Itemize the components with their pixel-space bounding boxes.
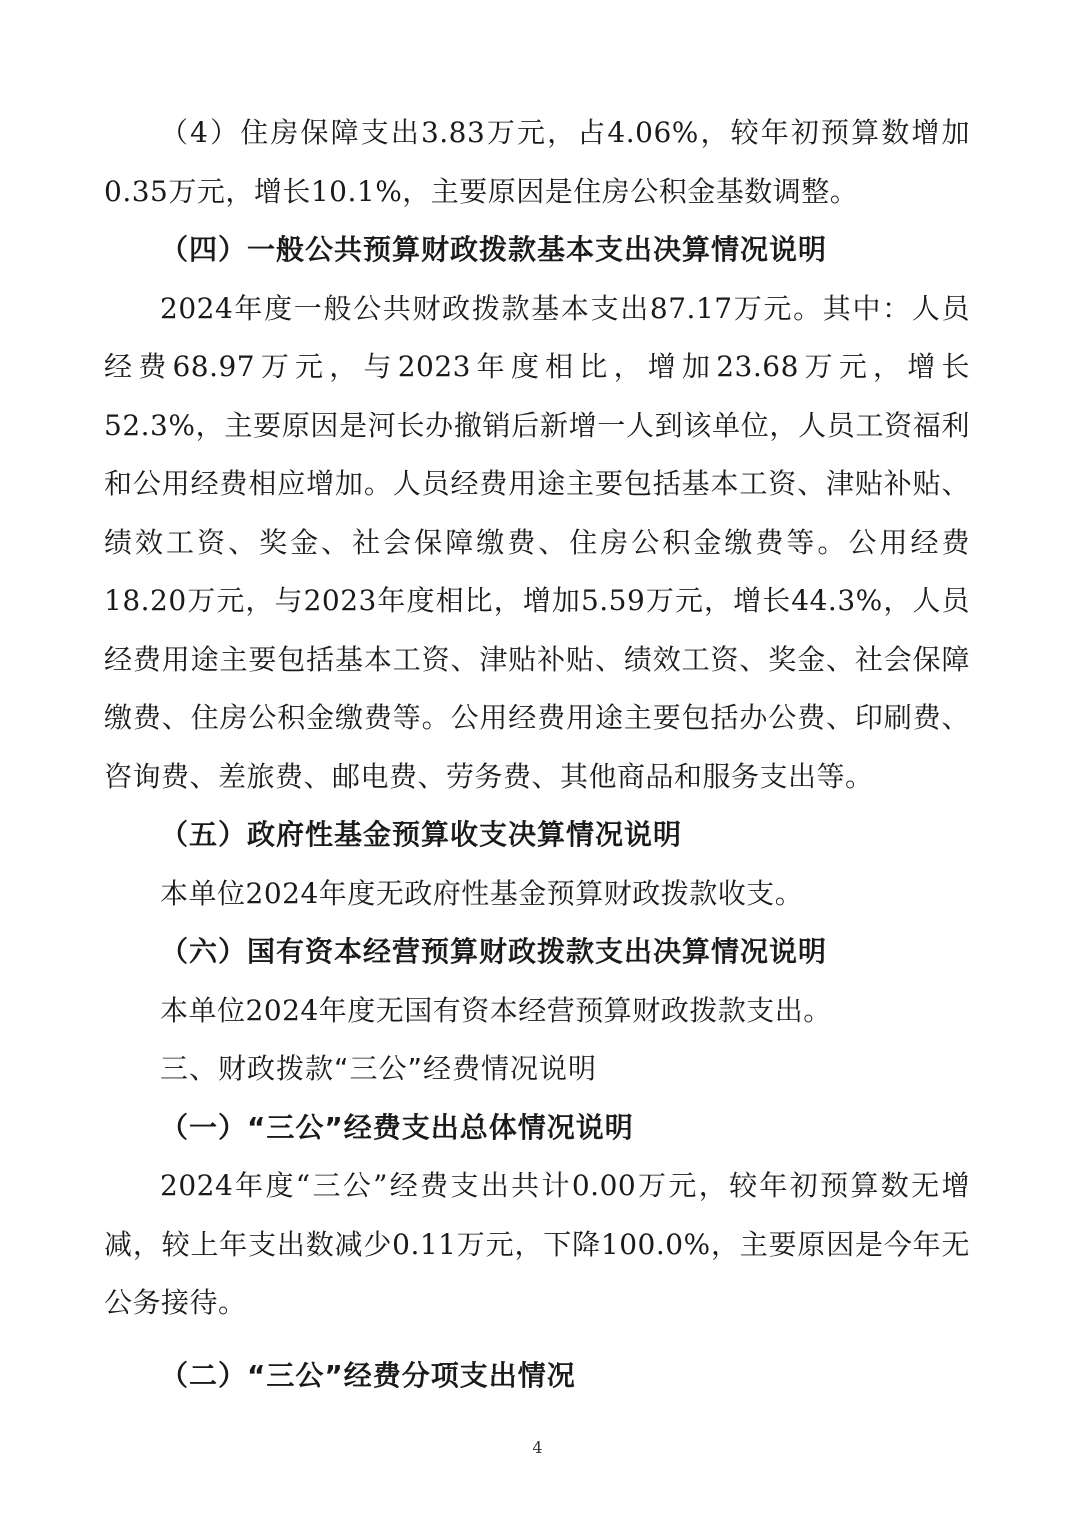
page-number: 4 <box>532 1438 543 1457</box>
heading-basic-expenditure: （四）一般公共预算财政拨款基本支出决算情况说明 <box>160 233 828 266</box>
paragraph-three-public-overall: 2024年度“三公”经费支出共计0.00万元，较年初预算数无增减，较上年支出数减少0.11万元，下降100.0%，主要原因是今年无公务接待。 <box>104 1169 970 1319</box>
paragraph-government-fund: 本单位2024年度无政府性基金预算财政拨款收支。 <box>160 876 804 910</box>
paragraph-state-capital: 本单位2024年度无国有资本经营预算财政拨款支出。 <box>160 993 832 1027</box>
section-three-public-expenses: 三、财政拨款“三公”经费情况说明 <box>160 1052 598 1085</box>
heading-state-capital: （六）国有资本经营预算财政拨款支出决算情况说明 <box>160 935 828 968</box>
paragraph-basic-expenditure: 2024年度一般公共财政拨款基本支出87.17万元。其中：人员经费68.97万元，与2023年度相比，增加23.68万元，增长52.3%，主要原因是河长办撤销后新增一人到该单位，人员工资福利和公用经费相应增加。人员经费用途主要包括基本工资、津贴补贴、绩效工资、奖金、社会保障缴费、住房公积金缴费等。公用经费18.20万元，与2023年度相比，增加5.59万元，增长44.3%，人员经费用途主要包括基本工资、津贴补贴、绩效工资、奖金、社会保障缴费、住房公积金缴费等。公用经费用途主要包括办公费、印刷费、咨询费、差旅费、邮电费、劳务费、其他商品和服务支出等。 <box>104 291 970 793</box>
page-body <box>104 104 970 1405</box>
heading-government-fund: （五）政府性基金预算收支决算情况说明 <box>160 818 683 851</box>
spacer <box>104 1333 970 1347</box>
heading-three-public-itemized: （二）“三公”经费分项支出情况 <box>160 1358 576 1392</box>
paragraph-housing-expenditure: （4）住房保障支出3.83万元，占4.06%，较年初预算数增加0.35万元，增长10.1%，主要原因是住房公积金基数调整。 <box>104 116 970 208</box>
heading-three-public-overall: （一）“三公”经费支出总体情况说明 <box>160 1110 634 1144</box>
